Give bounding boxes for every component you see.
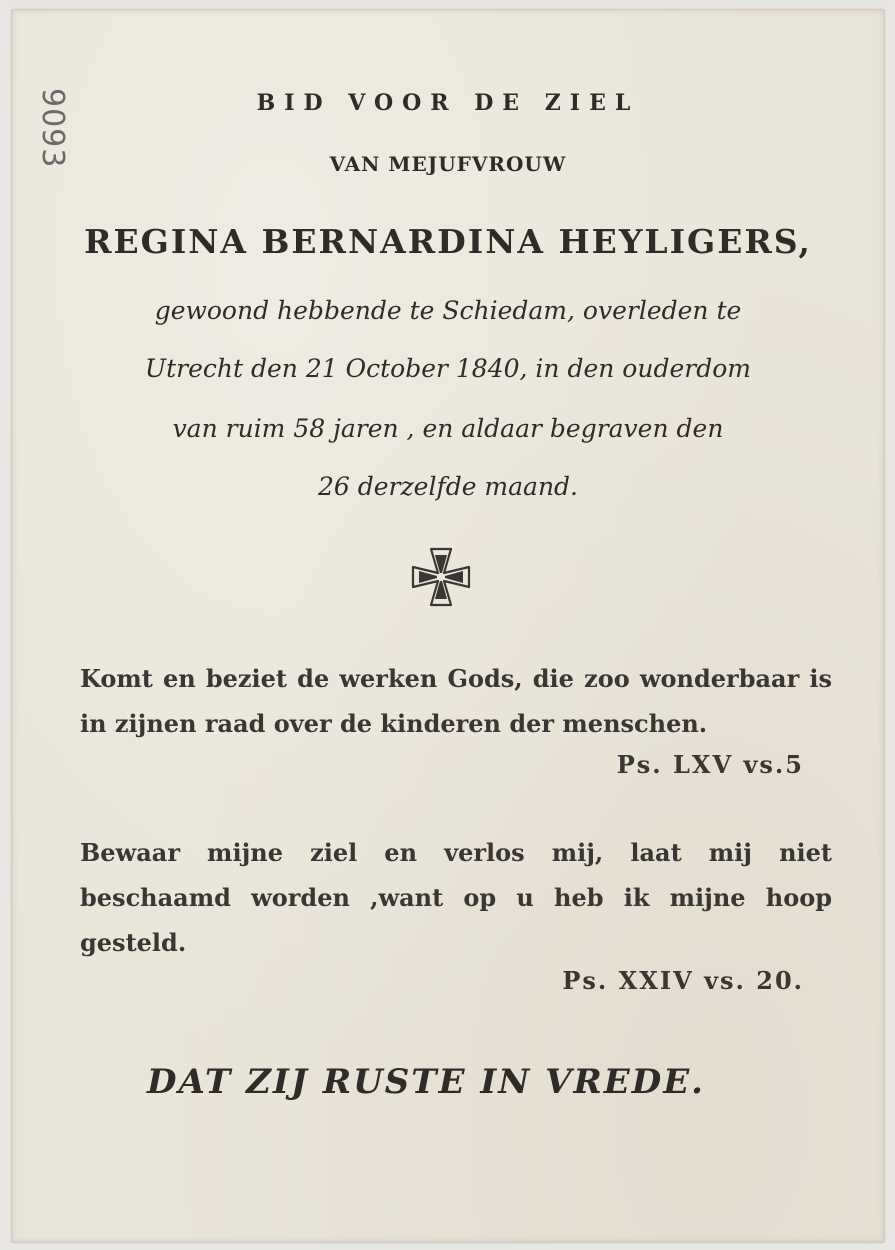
header-prayer-line: BID VOOR DE ZIEL: [256, 90, 640, 116]
biography-line-3: van ruim 58 jaren , en aldaar begraven den: [172, 414, 724, 443]
psalm-reference-2: Ps. XXIV vs. 20.: [562, 966, 804, 995]
cross-pattee-icon: [409, 545, 473, 609]
biography-line-1: gewoond hebbende te Schiedam, overleden te: [154, 296, 742, 325]
biography-line-4: 26 derzelfde maand.: [317, 472, 579, 501]
psalm-quote-2: Bewaar mijne ziel en verlos mij, laat mij niet beschaamd worden ,want op u heb ik mijne hoop gesteld.: [80, 838, 832, 957]
pencil-inventory-number: 9093: [35, 88, 70, 169]
psalm-reference-1: Ps. LXV vs.5: [616, 750, 804, 779]
biography-line-2: Utrecht den 21 October 1840, in den ouderdom: [145, 354, 751, 383]
memorial-card: [12, 10, 884, 1242]
psalm-quote-1: Komt en beziet de werken Gods, die zoo wonderbaar is in zijnen raad over de kinderen der menschen.: [80, 664, 832, 738]
header-mejufvrouw-line: VAN MEJUFVROUW: [329, 152, 567, 176]
closing-rest-in-peace: DAT ZIJ RUSTE IN VREDE.: [147, 1062, 705, 1102]
deceased-name: REGINA BERNARDINA HEYLIGERS,: [84, 222, 812, 261]
